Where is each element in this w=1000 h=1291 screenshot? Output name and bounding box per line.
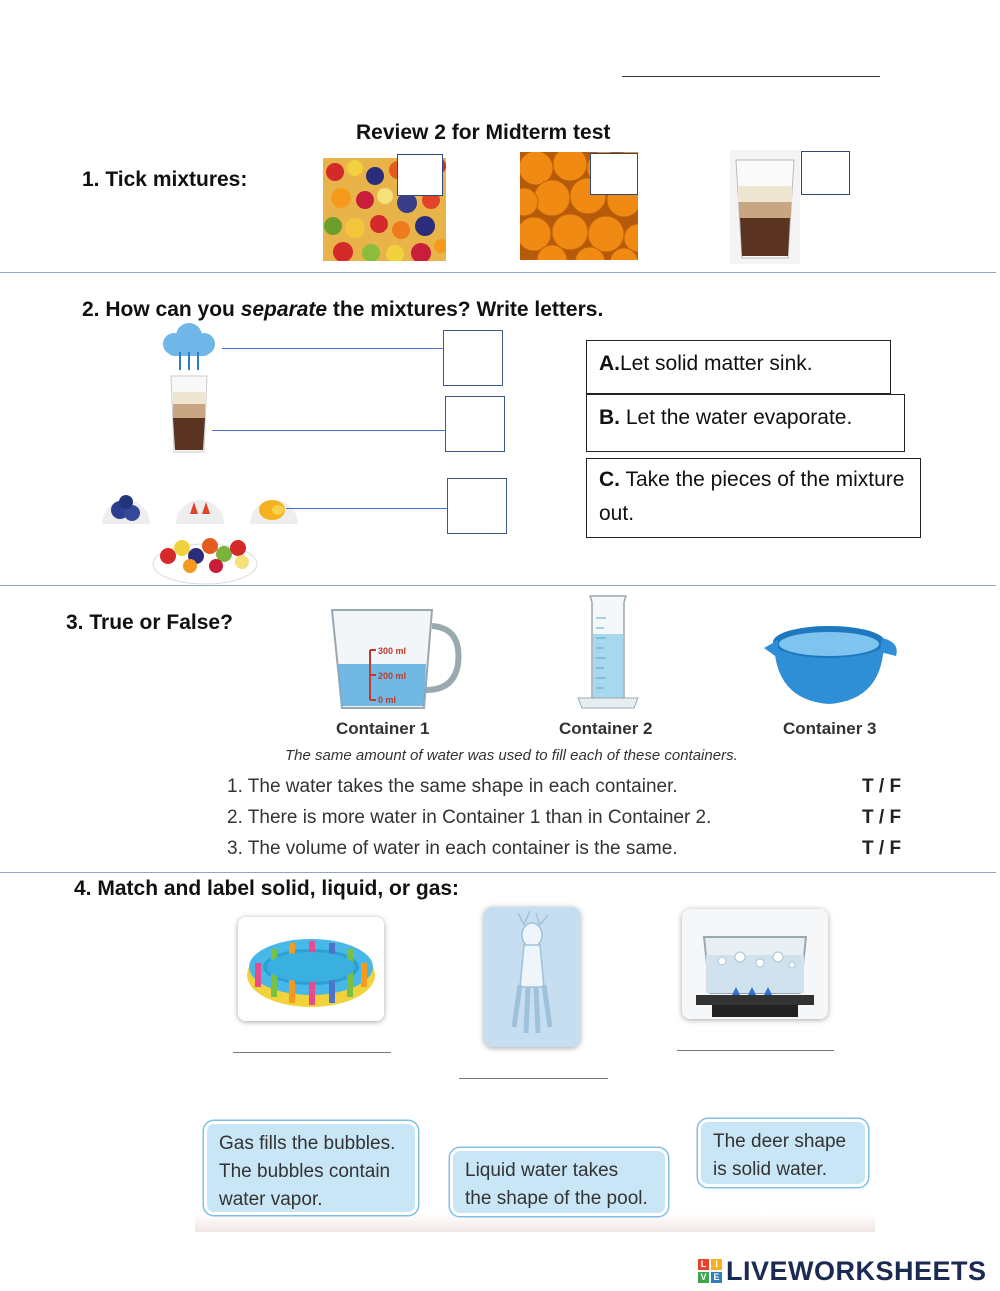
clue-solid-line-2: is solid water. [713,1159,828,1180]
match-line-3 [286,508,448,509]
answer-box-evaporation[interactable] [443,330,503,386]
measuring-cup-image [328,604,464,714]
clue-liquid-line-2: the shape of the pool. [465,1188,648,1209]
blue-bowl-image [760,618,902,708]
logo-mark-letter-v: V [698,1272,709,1283]
clue-gas-line-2: The bubbles contain [219,1161,391,1182]
section-divider-1 [0,272,996,273]
pool-photo [238,917,384,1021]
option-c-box [586,458,921,538]
option-a-letter: A. [599,352,620,375]
fruit-bowl-image [150,524,260,586]
evaporating-cloud-icon [160,322,218,372]
clue-gas-line-1: Gas fills the bubbles. [219,1133,396,1154]
label-blank-pool[interactable] [233,1052,391,1053]
option-b-box [586,394,905,452]
clue-bubble-liquid[interactable] [450,1148,668,1216]
q2-heading-pre: 2. How can you [82,298,241,321]
container-2-caption: Container 2 [559,719,653,738]
logo-wordmark: LIVEWORKSHEETS [726,1255,987,1286]
cup-mark-300: 300 ml [378,646,407,656]
layered-glass-image [730,150,800,264]
label-blank-boiling-water[interactable] [677,1050,834,1051]
q2-heading-post: the mixtures? Write letters. [327,298,604,321]
option-c-text: Take the pieces of the mixture out. [599,468,905,525]
blueberries-icon [100,482,152,524]
blueberries-picture [100,482,152,524]
clue-solid-line-1: The deer shape [713,1131,847,1152]
container-1-caption: Container 1 [336,719,430,738]
inflatable-pool-picture [238,917,384,1021]
q4-heading: 4. Match and label solid, liquid, or gas: [74,877,460,900]
clue-bubble-solid[interactable] [698,1119,868,1187]
peach-slice-picture [248,482,300,524]
graduated-cylinder-image [574,594,644,712]
logo-mark-letter-e: E [711,1272,722,1283]
layered-glass-small-picture [168,372,210,454]
ice-deer-picture [484,907,580,1047]
container-3-caption: Container 3 [783,719,877,738]
q1-heading: 1. Tick mixtures: [82,168,248,191]
strawberry-pieces-icon [174,482,226,524]
clue-bubble-gas[interactable] [204,1121,418,1215]
layered-glass-small-image [168,372,210,454]
statement-2-true-false[interactable]: T / F [862,807,902,828]
graduated-cylinder-picture [574,594,644,712]
statement-3-true-false[interactable]: T / F [862,838,902,859]
clue-liquid-line-1: Liquid water takes [465,1160,619,1181]
ice-deer-photo [484,907,580,1047]
q3-heading: 3. True or False? [66,611,233,634]
label-blank-ice-deer[interactable] [459,1078,608,1079]
clue-gas-line-3: water vapor. [219,1189,323,1210]
statement-2: 2. There is more water in Container 1 than in Container 2. [227,807,712,828]
liveworksheets-logo [698,1255,987,1286]
fruit-bowl-picture [150,524,260,586]
layered-glass-picture [730,150,800,264]
statement-1: 1. The water takes the same shape in each container. [227,776,678,797]
name-blank-line[interactable] [622,76,880,77]
tick-box-fruit-salad[interactable] [397,154,443,196]
logo-mark-letter-i: I [711,1259,722,1270]
q2-heading-emphasis: separate [240,298,328,321]
blue-bowl-picture [760,618,902,708]
page-title: Review 2 for Midterm test [356,121,611,144]
boiling-pot-picture [682,909,828,1019]
cup-mark-200: 200 ml [378,671,407,681]
boiling-water-photo [682,909,828,1019]
tick-box-layered-glass[interactable] [801,151,850,195]
tick-box-oranges[interactable] [590,153,638,195]
section-divider-3 [0,872,996,873]
match-line-2 [212,430,446,431]
answer-box-fruit[interactable] [447,478,507,534]
answer-box-sinking[interactable] [445,396,505,452]
match-line-1 [222,348,444,349]
logo-mark-letter-l: L [698,1259,709,1270]
q2-heading [82,298,603,322]
statement-3: 3. The volume of water in each container is the same. [227,838,678,859]
cloud-icon [160,322,218,372]
containers-note: The same amount of water was used to fill each of these containers. [285,747,738,764]
cup-mark-0: 0 ml [378,695,397,705]
statement-1-true-false[interactable]: T / F [862,776,902,797]
option-c-letter: C. [599,468,620,491]
section-divider-2 [0,585,996,586]
option-a-box [586,340,891,394]
measuring-cup-picture [328,604,464,714]
strawberry-pieces-picture [174,482,226,524]
option-b-letter: B. [599,406,620,429]
peach-slice-icon [248,482,300,524]
logo-mark-icon [698,1259,722,1283]
option-a-text: Let solid matter sink. [620,352,813,375]
option-b-text: Let the water evaporate. [620,406,853,429]
